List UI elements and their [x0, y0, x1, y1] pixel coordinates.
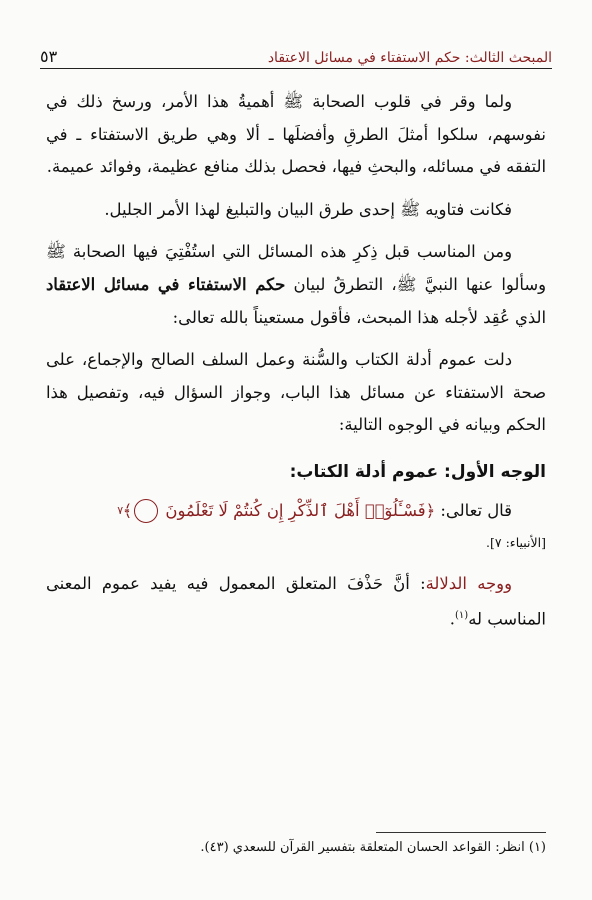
section-heading: الوجه الأول: عموم أدلة الكتاب: [289, 461, 546, 482]
paragraph-1: ولما وقر في قلوب الصحابة ﷺ أهميةُ هذا الأمر، ورسخ ذلك في نفوسهم، سلكوا أمثلَ الطرقِ وأفضلَها ـ ألا وهي طريق الاستفتاء ـ في التفقه في مسائله، والبحثِ فيها، فحصل بذلك منافع عظيمة، وفوائد عميمة. [46, 92, 546, 177]
paragraph-3-lead: ومن المناسب قبل ذِكرِ هذه المسائل التي استُفْتِيَ فيها الصحابة ﷺ وسألوا عنها النبيَّ ﷺ، التطرقُ لبيان [46, 242, 546, 294]
quran-verse-line [46, 495, 546, 528]
dalala-end: . [449, 609, 456, 629]
paragraph-4: دلت عموم أدلة الكتاب والسُّنة وعمل السلف الصالح والإجماع، على صحة الاستفتاء عن مسائل هذا الباب، وجواز السؤال فيه، وتفصيل هذا الحكم وبيانه في الوجوه التالية: [46, 350, 546, 435]
header-topic: حكم الاستفتاء في مسائل الاعتقاد [267, 50, 461, 66]
footnote-text: انظر: القواعد الحسان المتعلقة بتفسير القرآن للسعدي (٤٣). [200, 840, 525, 855]
main-text [46, 86, 546, 646]
verse-text: ﴿فَسْـَٔلُوٓا۟ أَهْلَ ٱلذِّكْرِ إِن كُنتُمْ لَا تَعْلَمُونَ [165, 500, 436, 520]
paragraph-3 [46, 236, 546, 334]
verse-intro: قال تعالى: [440, 500, 512, 520]
verse-reference: [الأنبياء: ٧]. [486, 535, 546, 551]
header-separator: : [464, 50, 470, 66]
paragraph-3-emphasis: حكم الاستفتاء في مسائل الاعتقاد [46, 274, 286, 294]
page-number: ٥٣ [40, 47, 58, 66]
header-title [268, 50, 552, 66]
footnote [46, 838, 546, 858]
running-header [40, 40, 552, 66]
footnote-divider [376, 832, 546, 833]
dalala-paragraph [46, 568, 546, 637]
footnote-marker[interactable]: (١) [455, 610, 469, 622]
header-divider [40, 68, 552, 69]
header-section: المبحث الثالث [469, 50, 552, 66]
paragraph-2: فكانت فتاويه ﷺ إحدى طرق البيان والتبليغ لهذا الأمر الجليل. [104, 199, 512, 219]
verse-close-bracket: ﴾ [122, 500, 133, 520]
ayah-number-icon: ٧ [134, 499, 158, 523]
dalala-text: : أنَّ حَذْفَ المتعلق المعمول فيه يفيد عموم المعنى المناسب له [46, 573, 546, 629]
paragraph-3-tail: الذي عُقِد لأجله هذا المبحث، فأقول مستعيناً بالله تعالى: [172, 307, 546, 327]
dalala-label: ووجه الدلالة [425, 573, 512, 593]
footnote-number: (١) [528, 840, 546, 855]
